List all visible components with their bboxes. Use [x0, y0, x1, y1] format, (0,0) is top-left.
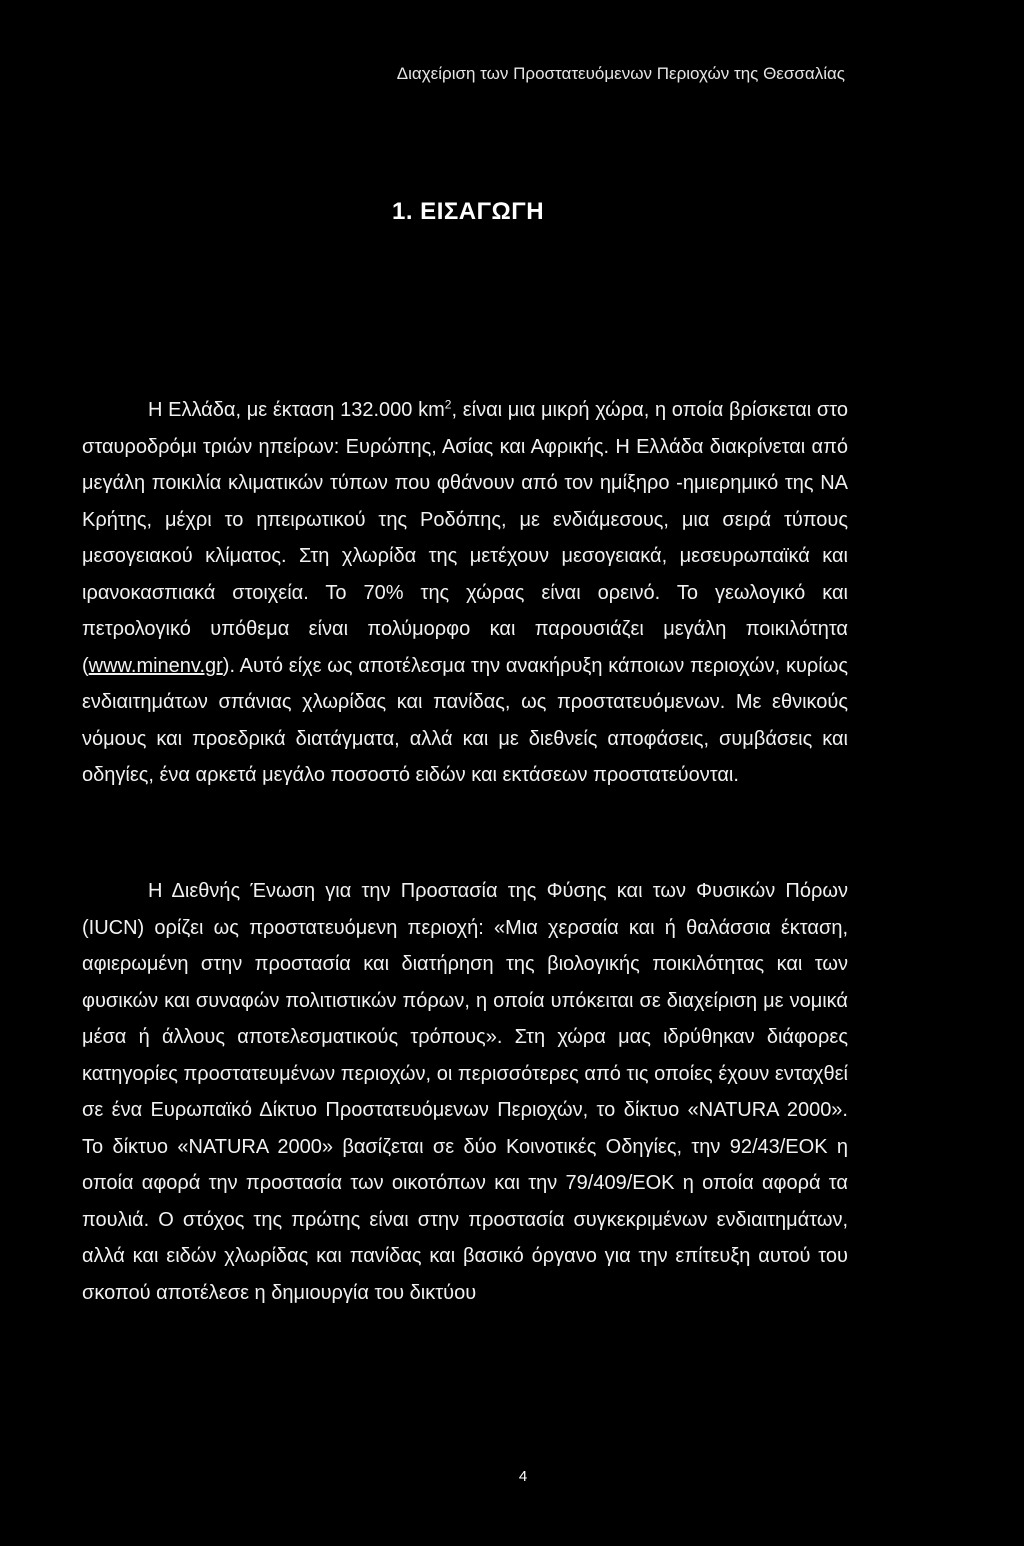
paragraph-iucn-text: Η Διεθνής Ένωση για την Προστασία της Φύσης και των Φυσικών Πόρων (IUCN) ορίζει ως προστατευόμενη περιοχή: «Μια χερσαία και ή θαλάσσια έκταση, αφιερωμένη στην προστασία και διατήρηση της βιολογικής ποικιλότητας και των φυσικών και συναφών πολιτιστικών πόρων, η οποία υπόκειται σε διαχείριση με νομικά μέσα ή άλλους αποτελεσματικούς τρόπους». Στη χώρα μας ιδρύθηκαν διάφορες κατηγορίες προστατευμένων περιοχών, οι περισσότερες από τις οποίες έχουν ενταχθεί σε ένα Ευρωπαϊκό Δίκτυο Προστατευόμενων Περιοχών, το δίκτυο «NATURA 2000». Το δίκτυο «NATURA 2000» βασίζεται σε δύο Κοινοτικές Οδηγίες, την 92/43/ΕΟΚ η οποία αφορά την προστασία των οικοτόπων και την 79/409/ΕΟΚ η οποία αφορά τα πουλιά. Ο στόχος της πρώτης είναι στην προστασία συγκεκριμένων ενδιαιτημάτων, αλλά και ειδών χλωρίδας και πανίδας και βασικό όργανο για την επίτευξη αυτού του σκοπού αποτέλεσε η δημιουργία του δικτύου	[82, 880, 848, 1304]
paragraph-intro-text-start: Η Ελλάδα, με έκταση 132.000 km	[148, 399, 445, 421]
paragraph-intro-text-end: ). Αυτό είχε ως αποτέλεσμα την ανακήρυξη κάποιων περιοχών, κυρίως ενδιαιτημάτων σπάνιας χλωρίδας και πανίδας, ως προστατευόμενων. Με εθνικούς νόμους και προεδρικά διατάγματα, αλλά και με διεθνείς αποφάσεις, συμβάσεις και οδηγίες, ένα αρκετά μεγάλο ποσοστό ειδών και εκτάσεων προστατεύονται.	[82, 654, 848, 786]
website-link[interactable]: www.minenv.gr	[88, 654, 223, 677]
page-number: 4	[518, 1468, 528, 1485]
running-header: Διαχείριση των Προστατευόμενων Περιοχών της Θεσσαλίας	[396, 64, 845, 83]
superscript-exponent: 2	[444, 397, 452, 412]
chapter-title: 1. ΕΙΣΑΓΩΓΗ	[392, 198, 545, 225]
paragraph-iucn	[82, 873, 848, 1311]
paragraph-intro	[82, 392, 848, 794]
paragraph-intro-text-middle: , είναι μια μικρή χώρα, η οποία βρίσκεται στο σταυροδρόμι τριών ηπείρων: Ευρώπης, Ασίας και Αφρικής. Η Ελλάδα διακρίνεται από μεγάλη ποικιλία κλιματικών τύπων που φθάνουν από τον ημίξηρο -ημιερημικό της ΝΑ Κρήτης, μέχρι το ηπειρωτικού της Ροδόπης, με ενδιάμεσους, μια σειρά τύπους μεσογειακού κλίματος. Στη χλωρίδα της μετέχουν μεσογειακά, μεσευρωπαϊκά και ιρανοκασπιακά στοιχεία. Το 70% της χώρας είναι ορεινό. Το γεωλογικό και πετρολογικό υπόθεμα είναι πολύμορφο και παρουσιάζει μεγάλη ποικιλότητα (	[82, 399, 848, 677]
